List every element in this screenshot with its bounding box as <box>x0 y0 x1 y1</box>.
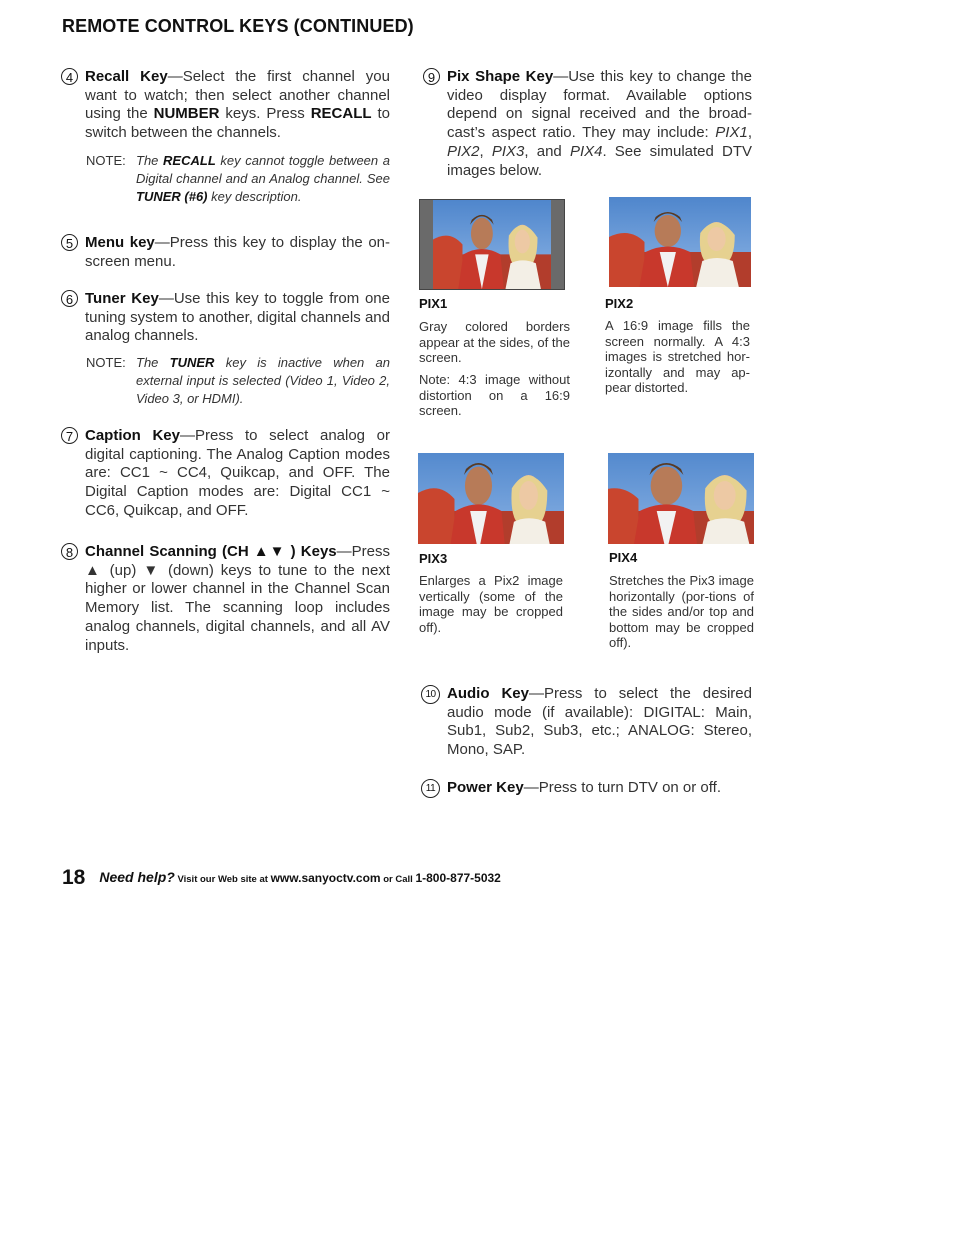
channel-scan-key-item <box>65 543 390 655</box>
tuner-note-b: key is inactive when an external input is selected (Video 1, Video 2, Video 3, or HDMI). <box>136 355 391 407</box>
tuner-key-item <box>65 290 390 346</box>
pix2-label: PIX2 <box>605 296 634 311</box>
recall-note-a: The <box>136 153 164 168</box>
number-10-badge: 10 <box>421 685 440 704</box>
number-keyword: NUMBER <box>153 105 220 123</box>
menu-key-title: Menu key <box>85 234 155 251</box>
caption-key-item <box>65 427 391 521</box>
pix4-label: PIX4 <box>609 550 638 565</box>
number-8-badge: 8 <box>61 543 78 560</box>
visit-text: Visit our Web site at <box>174 874 271 885</box>
channel-scan-key-title: Channel Scanning (CH ▲▼ ) Keys <box>85 543 337 560</box>
phone-number: 1-800-877-5032 <box>415 871 501 885</box>
number-11-badge: 11 <box>421 779 440 798</box>
page-footer <box>62 866 501 890</box>
recall-keyword: RECALL <box>310 105 372 123</box>
recall-text-a: —Select the first channel you want to watch; then select another channel using the <box>85 68 390 123</box>
audio-key-item <box>425 685 752 760</box>
tuner-note <box>86 354 391 409</box>
pix1-note: Note: 4:3 image without distortion on a 16:9 screen. <box>419 372 570 418</box>
pix-shape-text-b: . See simulated DTV images below. <box>447 142 753 179</box>
number-7-badge: 7 <box>61 427 78 444</box>
menu-key-text: —Press this key to display the on-screen menu. <box>85 234 391 270</box>
pix1-image <box>419 199 565 290</box>
page-number: 18 <box>62 866 86 889</box>
pix-option-4: PIX4 <box>569 142 603 160</box>
number-9-badge: 9 <box>423 68 440 85</box>
recall-note <box>86 152 391 207</box>
call-text: or Call <box>380 874 416 885</box>
pix3-image <box>418 453 564 544</box>
pix1-label: PIX1 <box>419 296 448 311</box>
note-label: NOTE: <box>86 153 126 168</box>
tuner-note-a: The <box>136 355 170 370</box>
pix-option-1: PIX1 <box>715 124 748 142</box>
caption-key-text: —Press to select analog or digital captioning. The Analog Caption modes are: CC1 ~ CC4, Quikcap, and OFF. The Digital Caption modes are: Digital CC1 ~ CC6, Quikcap, and OFF. <box>85 427 391 519</box>
separator: , <box>479 142 492 160</box>
pix2-image <box>609 197 751 287</box>
number-6-badge: 6 <box>61 290 78 307</box>
pix-option-3: PIX3 <box>491 142 525 160</box>
pix4-description: Stretches the Pix3 image horizontally (por-tions of the sides and/or top and bottom may be cropped off). <box>609 573 754 650</box>
menu-key-item <box>65 234 391 271</box>
number-5-badge: 5 <box>61 234 78 251</box>
recall-text-c: to switch between the channels. <box>85 105 390 142</box>
tuner-note-keyword: TUNER <box>169 355 215 370</box>
tuner-key-title: Tuner Key <box>85 290 159 307</box>
pix3-description: Enlarges a Pix2 image vertically (some of the image may be cropped off). <box>419 573 563 635</box>
pix1-description: Gray colored borders appear at the sides, of the screen. <box>419 319 570 365</box>
number-4-badge: 4 <box>61 68 78 85</box>
recall-note-b: key cannot toggle between a Digital channel and an Analog channel. See <box>136 153 391 187</box>
pix2-description: A 16:9 image fills the screen normally. A 4:3 images is stretched hor-izontally and may ap-pear distorted. <box>605 318 750 395</box>
recall-key-title: Recall Key <box>85 68 168 85</box>
separator: , and <box>524 142 570 160</box>
tuner-key-text: —Use this key to toggle from one tuning system to another, digital channels and analog channels. <box>85 290 390 345</box>
pix4-image <box>608 453 754 544</box>
recall-note-c: key description. <box>207 189 302 205</box>
recall-note-keyword: RECALL <box>163 153 216 168</box>
power-key-text: —Press to turn DTV on or off. <box>523 779 722 796</box>
pix-shape-key-item <box>427 68 753 180</box>
power-key-title: Power Key <box>447 779 524 796</box>
pix-shape-text-a: —Use this key to change the video display format. Available options depend on signal received and the broad-cast’s aspect ratio. They may include: <box>447 68 752 142</box>
need-help-text: Need help? <box>99 869 175 885</box>
tuner-ref-keyword: TUNER (#6) <box>136 189 208 205</box>
website-link[interactable]: www.sanyoctv.com <box>270 871 381 885</box>
pix-shape-key-title: Pix Shape Key <box>447 68 554 85</box>
note-label: NOTE: <box>86 355 126 370</box>
pix3-label: PIX3 <box>419 551 448 566</box>
power-key-item <box>425 779 752 798</box>
caption-key-title: Caption Key <box>85 427 180 444</box>
pix-option-2: PIX2 <box>447 142 480 160</box>
audio-key-text: —Press to select the desired audio mode (if available): DIGITAL: Main, Sub1, Sub2, Sub3, etc.; ANALOG: Stereo, Mono, SAP. <box>447 685 752 759</box>
recall-key-item <box>65 68 390 143</box>
recall-text-b: keys. Press <box>219 105 311 123</box>
separator: , <box>747 124 752 142</box>
channel-scan-key-text: —Press ▲ (up) ▼ (down) keys to tune to the next higher or lower channel in the Channel Scan Memory list. The scanning loop includes analog channels, digital channels, and all AV inputs. <box>85 543 390 654</box>
page-title: REMOTE CONTROL KEYS (CONTINUED) <box>62 16 414 36</box>
audio-key-title: Audio Key <box>447 685 529 702</box>
